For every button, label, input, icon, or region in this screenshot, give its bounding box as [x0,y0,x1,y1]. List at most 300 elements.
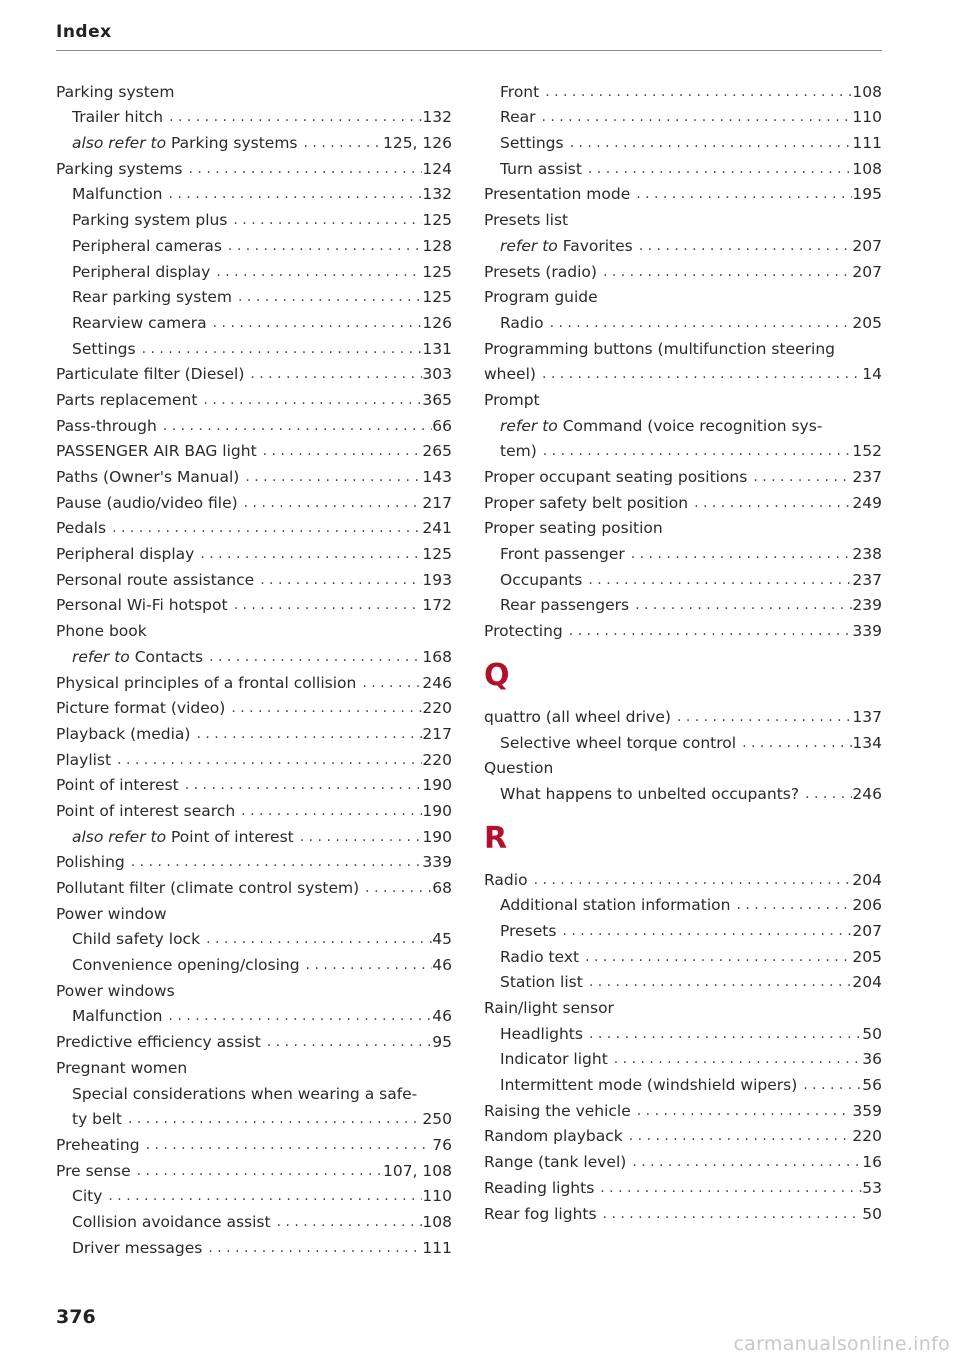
entry-page-number: 125, 126 [382,134,452,153]
index-entry [56,744,452,770]
index-entry [484,436,882,462]
entry-label [484,339,835,359]
entry-text: Question [484,759,554,778]
index-entry [484,513,882,539]
entry-text: Turn assist [500,159,582,178]
entry-page-number: 339 [422,853,452,872]
index-entry [56,230,452,256]
entry-text: quattro (all wheel drive) [484,707,671,726]
index-entry [56,333,452,359]
entry-label [484,364,536,384]
entry-page-number: 207 [852,262,882,281]
dot-leader [671,707,852,727]
dot-leader [163,184,423,204]
dot-leader [564,133,853,153]
index-entry [56,538,452,564]
index-column-right [484,76,882,1224]
entry-page-number: 205 [852,313,882,332]
index-entry [56,282,452,308]
dot-leader [271,1212,423,1232]
entry-label [500,733,736,753]
entry-label [500,107,535,127]
index-entry [56,667,452,693]
entry-label [500,784,799,804]
entry-page-number: 95 [432,1033,452,1052]
entry-label [72,1238,202,1258]
entry-page-number: 217 [422,493,452,512]
dot-leader [254,570,422,590]
dot-leader [539,82,852,102]
entry-text: Personal Wi-Fi hotspot [56,596,228,615]
entry-page-number: 45 [432,930,452,949]
index-entry [56,898,452,924]
dot-leader [579,947,852,967]
entry-reference-prefix: refer to [500,236,558,255]
entry-text: Parts replacement [56,390,198,409]
dot-leader [626,1152,862,1172]
section-letter: Q [484,658,510,694]
entry-page-number: 246 [852,784,882,803]
entry-text: Proper seating position [484,519,663,538]
entry-page-number: 193 [422,570,452,589]
index-entry [484,307,882,333]
dot-leader [222,236,422,256]
entry-label [484,998,614,1018]
index-entry [56,641,452,667]
dot-leader [203,647,422,667]
dot-leader [583,972,853,992]
entry-text: Settings [500,134,564,153]
entry-text: Presets [500,921,557,940]
index-entry [56,1001,452,1027]
index-entry [484,564,882,590]
index-entry [56,1052,452,1078]
entry-label [484,390,540,410]
entry-text: Station list [500,973,583,992]
index-entry [484,941,882,967]
page-number: 376 [56,1306,96,1328]
entry-text: Playlist [56,750,112,769]
index-entry [484,384,882,410]
index-entry [484,359,882,385]
index-entry [484,333,882,359]
index-entry [56,564,452,590]
index-entry [484,753,882,779]
index-entry [484,179,882,205]
entry-label [72,107,163,127]
entry-text: Rearview camera [72,313,207,332]
entry-text: Polishing [56,853,125,872]
index-entry [56,1232,452,1258]
entry-page-number: 220 [422,699,452,718]
dot-leader [536,364,862,384]
entry-label [56,390,197,410]
entry-label [56,904,167,924]
entry-text: Proper safety belt position [484,493,689,512]
dot-leader [183,159,423,179]
index-entry [484,487,882,513]
entry-text: Personal route assistance [56,570,255,589]
dot-leader [202,1238,422,1258]
entry-label [500,570,582,590]
dot-leader [597,1204,863,1224]
entry-label [484,262,597,282]
index-entry [56,847,452,873]
entry-page-number: 237 [852,570,882,589]
entry-text: Programming buttons (multifunction steering [484,339,835,358]
index-entry [484,890,882,916]
entry-text: Presentation mode [484,185,631,204]
entry-label [56,1135,140,1155]
dot-leader [163,107,422,127]
dot-leader [736,733,852,753]
entry-label [56,570,254,590]
entry-label [500,544,625,564]
entry-label [56,364,244,384]
dot-leader [631,1101,853,1121]
entry-page-number: 53 [862,1178,882,1197]
entry-label [72,1084,417,1104]
entry-text: Prompt [484,390,540,409]
entry-text: City [72,1187,103,1206]
index-entry [56,821,452,847]
dot-leader [122,1109,422,1129]
entry-text: tem) [500,442,537,461]
dot-leader [544,313,853,333]
dot-leader [623,1126,853,1146]
entry-label [484,758,553,778]
entry-label [72,287,232,307]
entry-text: Malfunction [72,1007,163,1026]
entry-page-number: 125 [422,211,452,230]
entry-label [56,621,147,641]
entry-page-number: 124 [422,159,452,178]
index-entry [484,590,882,616]
index-entry [484,1069,882,1095]
entry-text: wheel) [484,365,536,384]
index-entry [56,410,452,436]
entry-text: Power windows [56,981,175,1000]
entry-label [72,339,136,359]
entry-page-number: 359 [852,1101,882,1120]
dot-leader [210,262,422,282]
index-entry [484,282,882,308]
dot-leader [238,493,423,513]
entry-text: Rain/light sensor [484,999,614,1017]
entry-label [500,159,582,179]
index-entry [56,590,452,616]
entry-page-number: 190 [422,801,452,820]
entry-text: Pollutant filter (climate control system) [56,879,360,897]
entry-page-number: 36 [862,1050,882,1069]
index-entry [484,727,882,753]
entry-label [56,595,228,615]
entry-page-number: 125 [422,262,452,281]
entry-page-number: 66 [432,416,452,435]
dot-leader [556,921,852,941]
entry-reference-prefix: refer to [72,647,130,666]
entry-label [484,621,563,641]
entry-label [484,870,528,890]
index-entry [56,1104,452,1130]
entry-page-number: 152 [852,442,882,461]
entry-label [56,878,359,898]
entry-text: Peripheral display [56,545,195,564]
entry-label [500,313,544,333]
index-entry [56,256,452,282]
entry-label [484,1152,626,1172]
index-entry [56,307,452,333]
entry-text: Pre sense [56,1161,131,1180]
entry-text: Front passenger [500,545,625,564]
entry-page-number: 339 [852,622,882,641]
entry-page-number: 238 [852,545,882,564]
dot-leader [125,852,423,872]
index-entry [484,1044,882,1070]
entry-text: Phone book [56,622,147,641]
entry-text: Rear fog lights [484,1204,597,1223]
entry-page-number: 134 [852,733,882,752]
entry-page-number: 50 [862,1024,882,1043]
entry-label [500,921,556,941]
entry-page-number: 108 [852,82,882,101]
index-entry [56,513,452,539]
entry-label [484,184,630,204]
entry-text: Pedals [56,519,107,538]
entry-text: Settings [72,339,136,358]
entry-text: Pause (audio/video file) [56,493,238,512]
entry-text: Playback (media) [56,724,191,743]
dot-leader [608,1049,862,1069]
entry-text: Paths (Owner's Manual) [56,468,240,486]
entry-text: Point of interest [56,776,179,795]
entry-label [56,775,179,795]
dot-leader [582,159,853,179]
entry-page-number: 190 [422,827,452,846]
entry-text: Headlights [500,1024,583,1043]
dot-leader [300,955,433,975]
entry-page-number: 107, 108 [382,1161,452,1180]
dot-leader [239,467,422,487]
entry-page-number: 16 [862,1153,882,1172]
index-entry [484,864,882,890]
entry-page-number: 265 [422,442,452,461]
index-entry [484,967,882,993]
entry-text: Parking system plus [72,211,228,230]
entry-page-number: 50 [862,1204,882,1223]
index-entry [484,230,882,256]
entry-text: Pass-through [56,416,157,435]
entry-label [56,159,183,179]
entry-text: Predictive efficiency assist [56,1033,261,1052]
entry-text: Particulate filter (Diesel) [56,365,245,384]
entry-label [484,1204,597,1224]
entry-label [56,518,106,538]
dot-leader [197,390,422,410]
dot-leader [535,107,852,127]
entry-text: Rear [500,108,536,127]
dot-leader [528,870,853,890]
entry-label [72,262,210,282]
entry-page-number: 137 [852,707,882,726]
dot-leader [797,1075,862,1095]
entry-label [56,673,356,693]
entry-page-number: 125 [422,288,452,307]
entry-label [56,544,194,564]
entry-label [56,801,235,821]
entry-text: ty belt [72,1110,122,1129]
entry-label [56,750,111,770]
entry-text: Occupants [500,570,583,589]
dot-leader [597,262,852,282]
entry-label [484,1126,623,1146]
dot-leader [583,1024,862,1044]
dot-leader [235,801,422,821]
dot-leader [106,518,422,538]
index-entry [56,1026,452,1052]
index-entry [484,153,882,179]
entry-text: Additional station information [500,896,731,915]
dot-leader [799,784,852,804]
dot-leader [244,364,422,384]
entry-page-number: 303 [422,365,452,384]
index-entry [56,975,452,1001]
entry-page-number: 126 [422,313,452,332]
dot-leader [633,236,853,256]
dot-leader [190,724,422,744]
entry-page-number: 46 [432,956,452,975]
index-entry [484,1121,882,1147]
index-entry [56,487,452,513]
entry-reference-prefix: also refer to [72,134,167,153]
entry-page-number: 46 [432,1007,452,1026]
entry-text: Radio [500,313,544,332]
dot-leader [594,1178,862,1198]
entry-text: Collision avoidance assist [72,1212,271,1231]
entry-text: Range (tank level) [484,1153,627,1172]
entry-text: Physical principles of a frontal collision [56,673,357,692]
entry-label [56,852,125,872]
index-entry [484,256,882,282]
entry-label [56,82,174,102]
dot-leader [747,467,852,487]
index-entry [484,1146,882,1172]
index-entry [484,701,882,727]
index-entry [484,915,882,941]
entry-label [72,236,222,256]
dot-leader [136,339,423,359]
index-entry [484,1172,882,1198]
entry-page-number: 246 [422,673,452,692]
index-entry [56,693,452,719]
entry-page-number: 190 [422,776,452,795]
dot-leader [688,493,852,513]
entry-page-number: 68 [432,879,452,897]
entry-text: Program guide [484,288,598,307]
entry-text: Power window [56,904,167,923]
index-entry [484,778,882,804]
index-entry [484,410,882,436]
entry-page-number: 110 [852,108,882,127]
dot-leader [563,621,853,641]
index-entry [56,770,452,796]
entry-page-number: 241 [422,519,452,538]
index-entry [56,924,452,950]
entry-label [72,955,300,975]
page-header [56,22,882,51]
index-entry [56,436,452,462]
dot-leader [200,929,432,949]
entry-label [56,698,225,718]
dot-leader [629,595,852,615]
entry-label [56,1058,187,1078]
entry-label [72,133,298,153]
entry-text: Preheating [56,1135,140,1154]
index-entry [56,127,452,153]
index-entry [56,1129,452,1155]
entry-page-number: 206 [852,896,882,915]
entry-page-number: 249 [852,493,882,512]
entry-label [500,595,629,615]
index-entry [484,538,882,564]
entry-label [500,1075,797,1095]
entry-label [484,287,598,307]
entry-text: Parking systems [56,159,183,178]
dot-leader [207,313,423,333]
entry-page-number: 220 [422,750,452,769]
entry-label [56,1161,131,1181]
index-entry [56,1181,452,1207]
index-entry [56,461,452,487]
dot-leader [298,133,383,153]
entry-text: Radio [484,870,528,889]
entry-label [56,724,190,744]
entry-page-number: 132 [422,108,452,127]
entry-label [484,493,688,513]
index-entry [484,1018,882,1044]
dot-leader [582,570,852,590]
entry-page-number: 125 [422,545,452,564]
index-entry [484,1095,882,1121]
entry-label [500,236,633,256]
index-entry [484,127,882,153]
index-entry [56,1155,452,1181]
entry-text: Point of interest [171,827,294,846]
entry-page-number: 205 [852,947,882,966]
entry-label [56,1032,261,1052]
entry-text: Malfunction [72,185,163,204]
entry-text: What happens to unbelted occupants? [500,784,800,803]
index-entry [56,949,452,975]
entry-label [56,441,257,461]
index-entry [484,76,882,102]
dot-leader [228,595,423,615]
entry-label [72,1186,102,1206]
entry-label [72,1006,163,1026]
index-entry [56,615,452,641]
entry-label [72,929,200,949]
index-entry [484,992,882,1018]
index-entry [484,204,882,230]
dot-leader [625,544,853,564]
entry-label [72,210,227,230]
entry-page-number: 220 [852,1127,882,1146]
entry-text: Rear parking system [72,288,233,307]
dot-leader [257,441,423,461]
entry-label [500,1024,583,1044]
dot-leader [359,878,432,898]
entry-page-number: 237 [852,468,882,486]
